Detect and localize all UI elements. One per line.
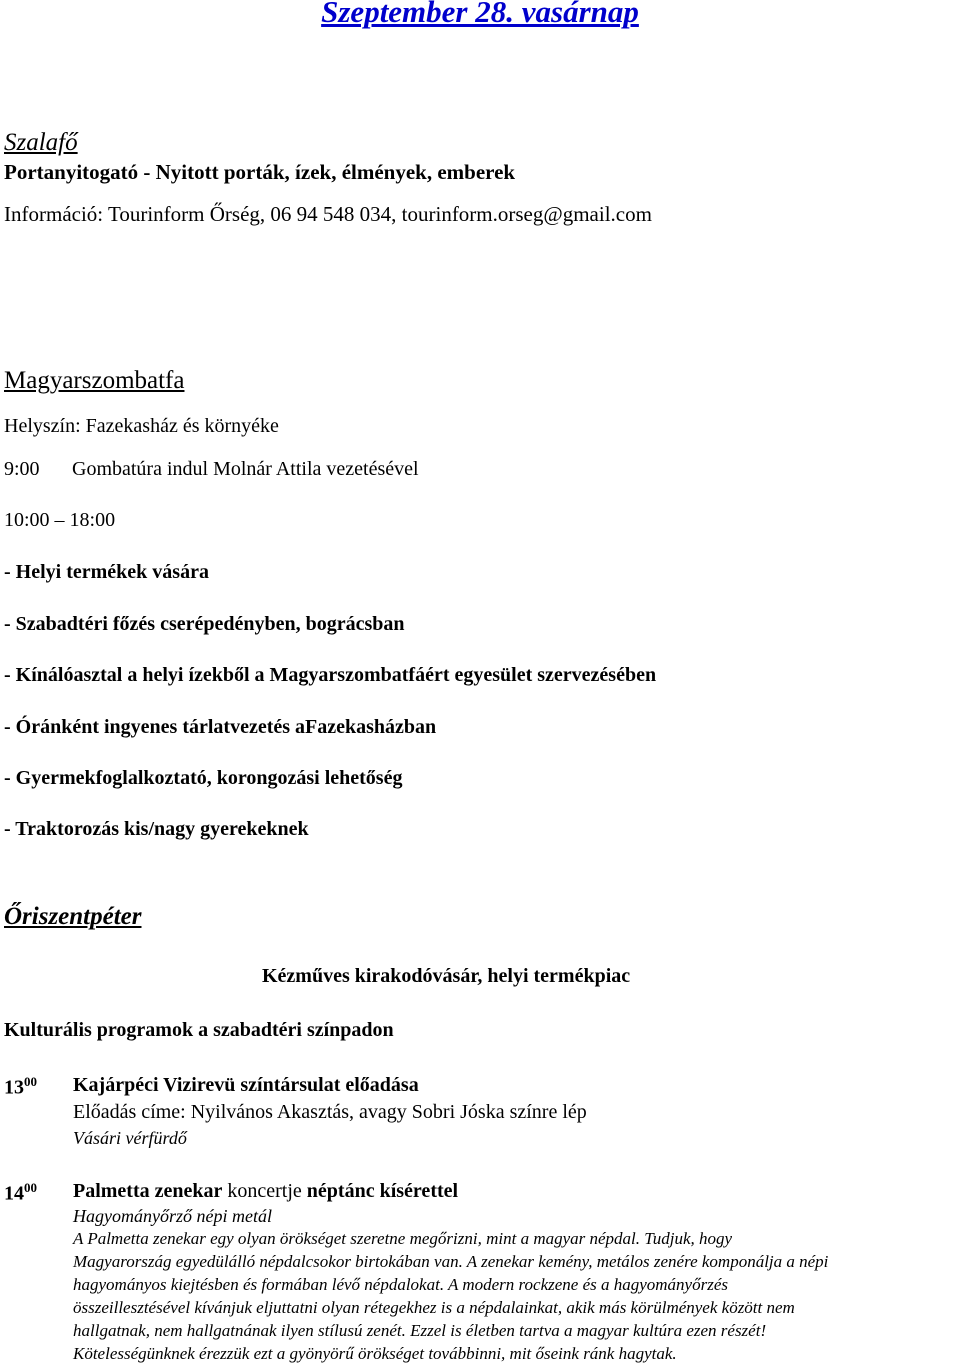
szalafo-subtitle: Portanyitogató - Nyitott porták, ízek, élmények, emberek (4, 160, 516, 184)
description-line: hagyományos kiejtésben és formában lévő népdalokat. A modern rockzene és a hagyományőrzés (73, 1275, 728, 1294)
time-range: 10:00 – 18:00 (4, 509, 116, 531)
list-item: - Gyermekfoglalkoztató, korongozási lehetőség (4, 767, 403, 789)
location-heading-szalafo: Szalafő (4, 129, 78, 156)
list-item: - Kínálóasztal a helyi ízekből a Magyarszombatfáért egyesület szervezésében (4, 664, 657, 686)
szalafo-info: Információ: Tourinform Őrség, 06 94 548 034, tourinform.orseg@gmail.com (4, 202, 652, 226)
venue-text: Helyszín: Fazekasház és környéke (4, 415, 279, 437)
description-line: Magyarország egyedülálló népdalcsokor birtokában van. A zenekar kemény, metálos zenére komponálja a népi (73, 1252, 829, 1271)
description-line: összeillesztésével kívánjuk eljuttatni olyan rétegekhez is a népdalainkat, akik más körülmények között nem (73, 1298, 795, 1317)
event-time: $13^{00}$ (4, 1074, 37, 1099)
location-heading-oriszentpeter: Őriszentpéter (4, 903, 142, 930)
list-item: - Szabadtéri főzés cserépedényben, bográcsban (4, 613, 405, 635)
event-subtitle: Előadás címe: Nyilvános Akasztás, avagy Sobri Jóska színre lép (73, 1101, 587, 1123)
description-line: Kötelességünknek érezzük ezt a gyönyörű örökséget továbbinni, mit őseink ránk hagytak. (73, 1344, 677, 1363)
list-item: - Traktorozás kis/nagy gyerekeknek (4, 818, 309, 840)
event-title: Kajárpéci Vizirevü színtársulat előadása (73, 1074, 419, 1096)
list-item: - Helyi termékek vására (4, 561, 209, 583)
location-heading-magyarszombatfa: Magyarszombatfa (4, 367, 185, 394)
event-description: Gombatúra indul Molnár Attila vezetésével (72, 458, 419, 480)
event-tagline: Vásári vérfürdő (73, 1128, 187, 1148)
event-title: Palmetta zenekar koncertje néptánc kísérettel (73, 1180, 459, 1202)
programs-heading: Kulturális programok a szabadtéri színpadon (4, 1019, 394, 1041)
page-title: Szeptember 28. vasárnap (321, 0, 639, 29)
description-line: A Palmetta zenekar egy olyan örökséget szeretne megőrizni, mint a magyar népdal. Tudjuk, hogy (73, 1229, 733, 1248)
event-time: 9:00 (4, 458, 40, 480)
description-line: hallgatnak, nem hallgatnának ilyen stílusú zenét. Ezzel is életben tartva a magyar kultúra ezen részét! (73, 1321, 767, 1340)
market-text: Kézműves kirakodóvásár, helyi termékpiac (262, 965, 631, 987)
list-item: - Óránként ingyenes tárlatvezetés aFazekasházban (4, 716, 437, 738)
event-time: $14^{00}$ (4, 1180, 37, 1205)
event-genre: Hagyományőrző népi metál (73, 1206, 272, 1226)
